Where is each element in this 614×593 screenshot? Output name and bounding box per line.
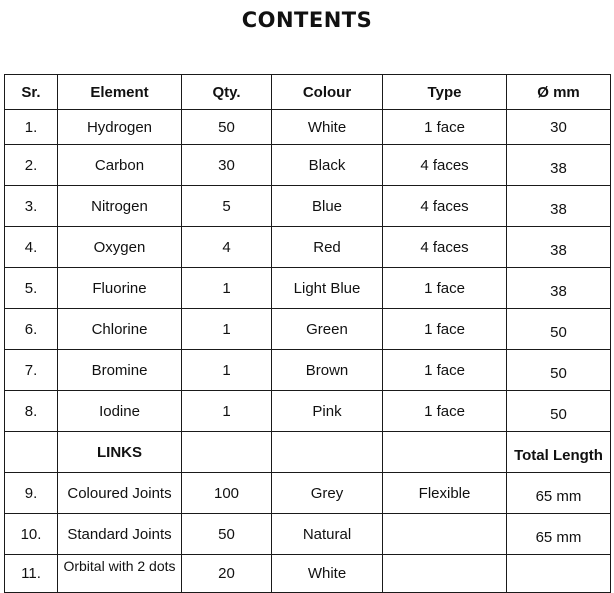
table-row: [5, 110, 611, 145]
cell-type: 1 face: [383, 350, 507, 391]
cell-type: 1 face: [383, 268, 507, 309]
cell-colour: Natural: [272, 514, 383, 555]
cell-colour: Pink: [272, 391, 383, 432]
cell-type: 1 face: [383, 391, 507, 432]
cell-element: Carbon: [58, 145, 182, 186]
table-row: [5, 555, 611, 593]
table-row: [5, 268, 611, 309]
cell-type: [383, 432, 507, 473]
cell-qty: 1: [182, 350, 272, 391]
cell-type: [383, 514, 507, 555]
header-diameter: Ø mm: [507, 75, 611, 110]
cell-element: Fluorine: [58, 268, 182, 309]
table-row: [5, 473, 611, 514]
cell-diameter: 50: [507, 350, 611, 391]
links-label: LINKS: [58, 432, 182, 473]
cell-length: [507, 555, 611, 593]
table-row: [5, 309, 611, 350]
cell-length: 65 mm: [507, 514, 611, 555]
cell-sr: 10.: [5, 514, 58, 555]
cell-colour: Blue: [272, 186, 383, 227]
cell-sr: 7.: [5, 350, 58, 391]
header-sr: Sr.: [5, 75, 58, 110]
contents-table: [4, 74, 611, 593]
total-length-label: Total Length: [507, 432, 611, 473]
cell-diameter: 38: [507, 227, 611, 268]
cell-sr: [5, 432, 58, 473]
cell-type: 4 faces: [383, 145, 507, 186]
cell-qty: 1: [182, 309, 272, 350]
cell-element: Chlorine: [58, 309, 182, 350]
cell-element: Bromine: [58, 350, 182, 391]
cell-colour: Grey: [272, 473, 383, 514]
links-section-row: [5, 432, 611, 473]
header-element: Element: [58, 75, 182, 110]
cell-type: 1 face: [383, 110, 507, 145]
table-row: [5, 145, 611, 186]
cell-qty: 20: [182, 555, 272, 593]
cell-colour: Black: [272, 145, 383, 186]
cell-qty: 1: [182, 391, 272, 432]
cell-diameter: 38: [507, 268, 611, 309]
cell-sr: 9.: [5, 473, 58, 514]
cell-element: Oxygen: [58, 227, 182, 268]
cell-qty: 50: [182, 110, 272, 145]
cell-sr: 8.: [5, 391, 58, 432]
cell-colour: Red: [272, 227, 383, 268]
cell-diameter: 50: [507, 391, 611, 432]
cell-element: Nitrogen: [58, 186, 182, 227]
cell-qty: 50: [182, 514, 272, 555]
cell-length: 65 mm: [507, 473, 611, 514]
cell-sr: 5.: [5, 268, 58, 309]
header-qty: Qty.: [182, 75, 272, 110]
page-title: CONTENTS: [241, 8, 373, 32]
cell-element: Standard Joints: [58, 514, 182, 555]
cell-colour: White: [272, 555, 383, 593]
cell-type: Flexible: [383, 473, 507, 514]
cell-qty: 30: [182, 145, 272, 186]
cell-colour: Brown: [272, 350, 383, 391]
cell-qty: 4: [182, 227, 272, 268]
table-row: [5, 186, 611, 227]
cell-sr: 3.: [5, 186, 58, 227]
cell-sr: 4.: [5, 227, 58, 268]
table-row: [5, 350, 611, 391]
cell-colour: [272, 432, 383, 473]
cell-element: Iodine: [58, 391, 182, 432]
header-type: Type: [383, 75, 507, 110]
cell-sr: 1.: [5, 110, 58, 145]
cell-diameter: 50: [507, 309, 611, 350]
cell-diameter: 38: [507, 186, 611, 227]
cell-element: Orbital with 2 dots: [58, 555, 182, 593]
cell-type: [383, 555, 507, 593]
cell-diameter: 30: [507, 110, 611, 145]
table-row: [5, 514, 611, 555]
cell-diameter: 38: [507, 145, 611, 186]
table-header-row: [5, 75, 611, 110]
cell-element: Hydrogen: [58, 110, 182, 145]
cell-colour: Green: [272, 309, 383, 350]
cell-type: 1 face: [383, 309, 507, 350]
cell-type: 4 faces: [383, 186, 507, 227]
cell-qty: 5: [182, 186, 272, 227]
cell-type: 4 faces: [383, 227, 507, 268]
table-row: [5, 391, 611, 432]
header-colour: Colour: [272, 75, 383, 110]
cell-element: Coloured Joints: [58, 473, 182, 514]
table-row: [5, 227, 611, 268]
cell-qty: 100: [182, 473, 272, 514]
cell-sr: 2.: [5, 145, 58, 186]
cell-sr: 6.: [5, 309, 58, 350]
cell-colour: White: [272, 110, 383, 145]
cell-qty: [182, 432, 272, 473]
cell-sr: 11.: [5, 555, 58, 593]
cell-colour: Light Blue: [272, 268, 383, 309]
cell-qty: 1: [182, 268, 272, 309]
